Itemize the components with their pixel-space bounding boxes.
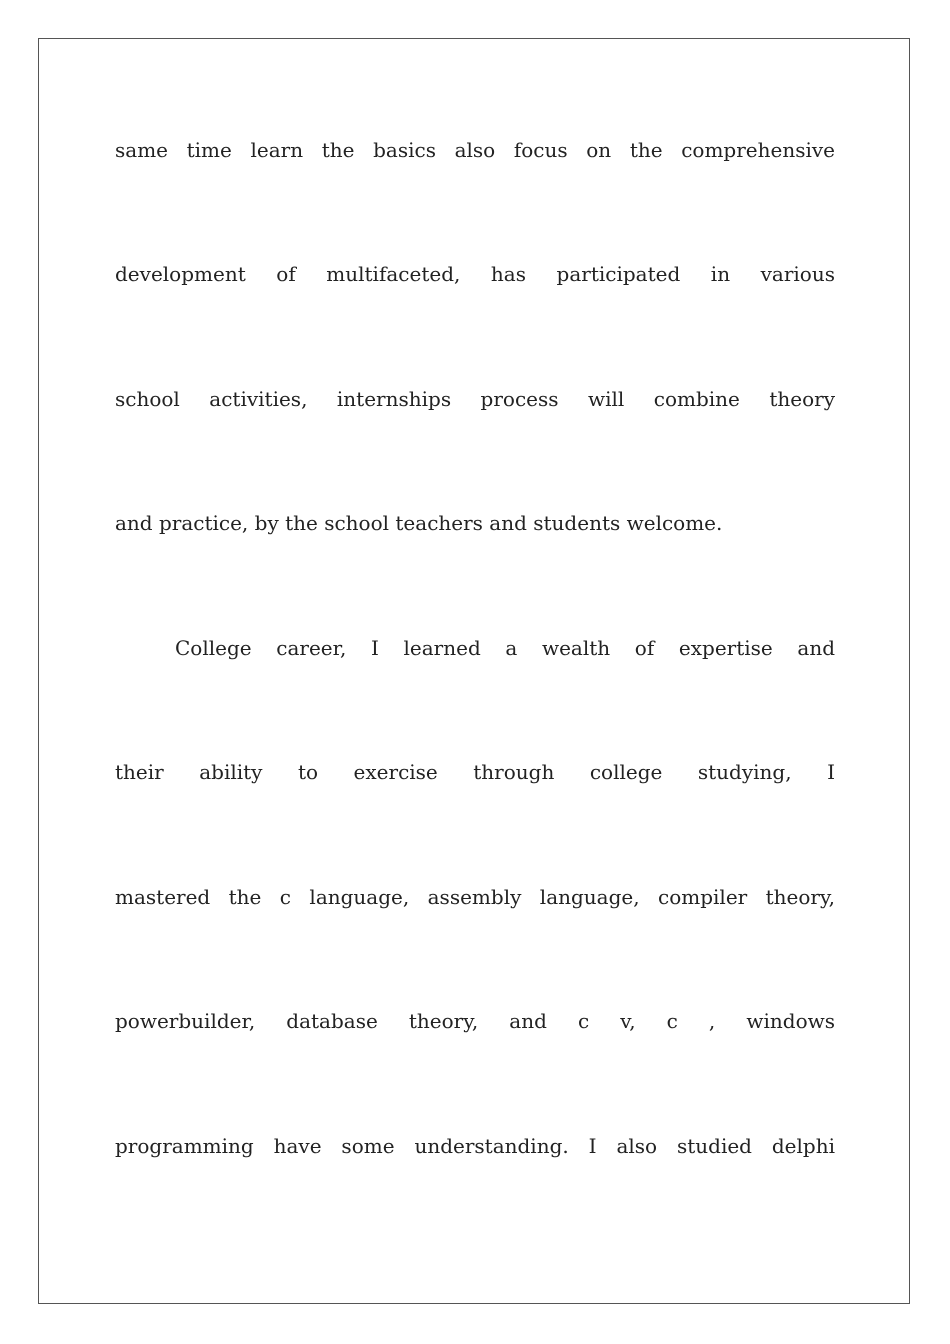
text-line: school activities, internships process will combine theory	[115, 387, 835, 411]
text-line: their ability to exercise through college studying, I	[115, 760, 835, 784]
text-line: same time learn the basics also focus on the comprehensive	[115, 138, 835, 162]
text-line: and practice, by the school teachers and students welcome.	[115, 511, 723, 535]
page-border	[38, 38, 910, 1304]
text-line: College career, I learned a wealth of expertise and	[175, 636, 835, 660]
text-line: mastered the c language, assembly language, compiler theory,	[115, 885, 835, 909]
text-line: powerbuilder, database theory, and c v, c , windows	[115, 1009, 835, 1033]
text-line: programming have some understanding. I also studied delphi	[115, 1134, 835, 1158]
text-line: development of multifaceted, has participated in various	[115, 262, 835, 286]
